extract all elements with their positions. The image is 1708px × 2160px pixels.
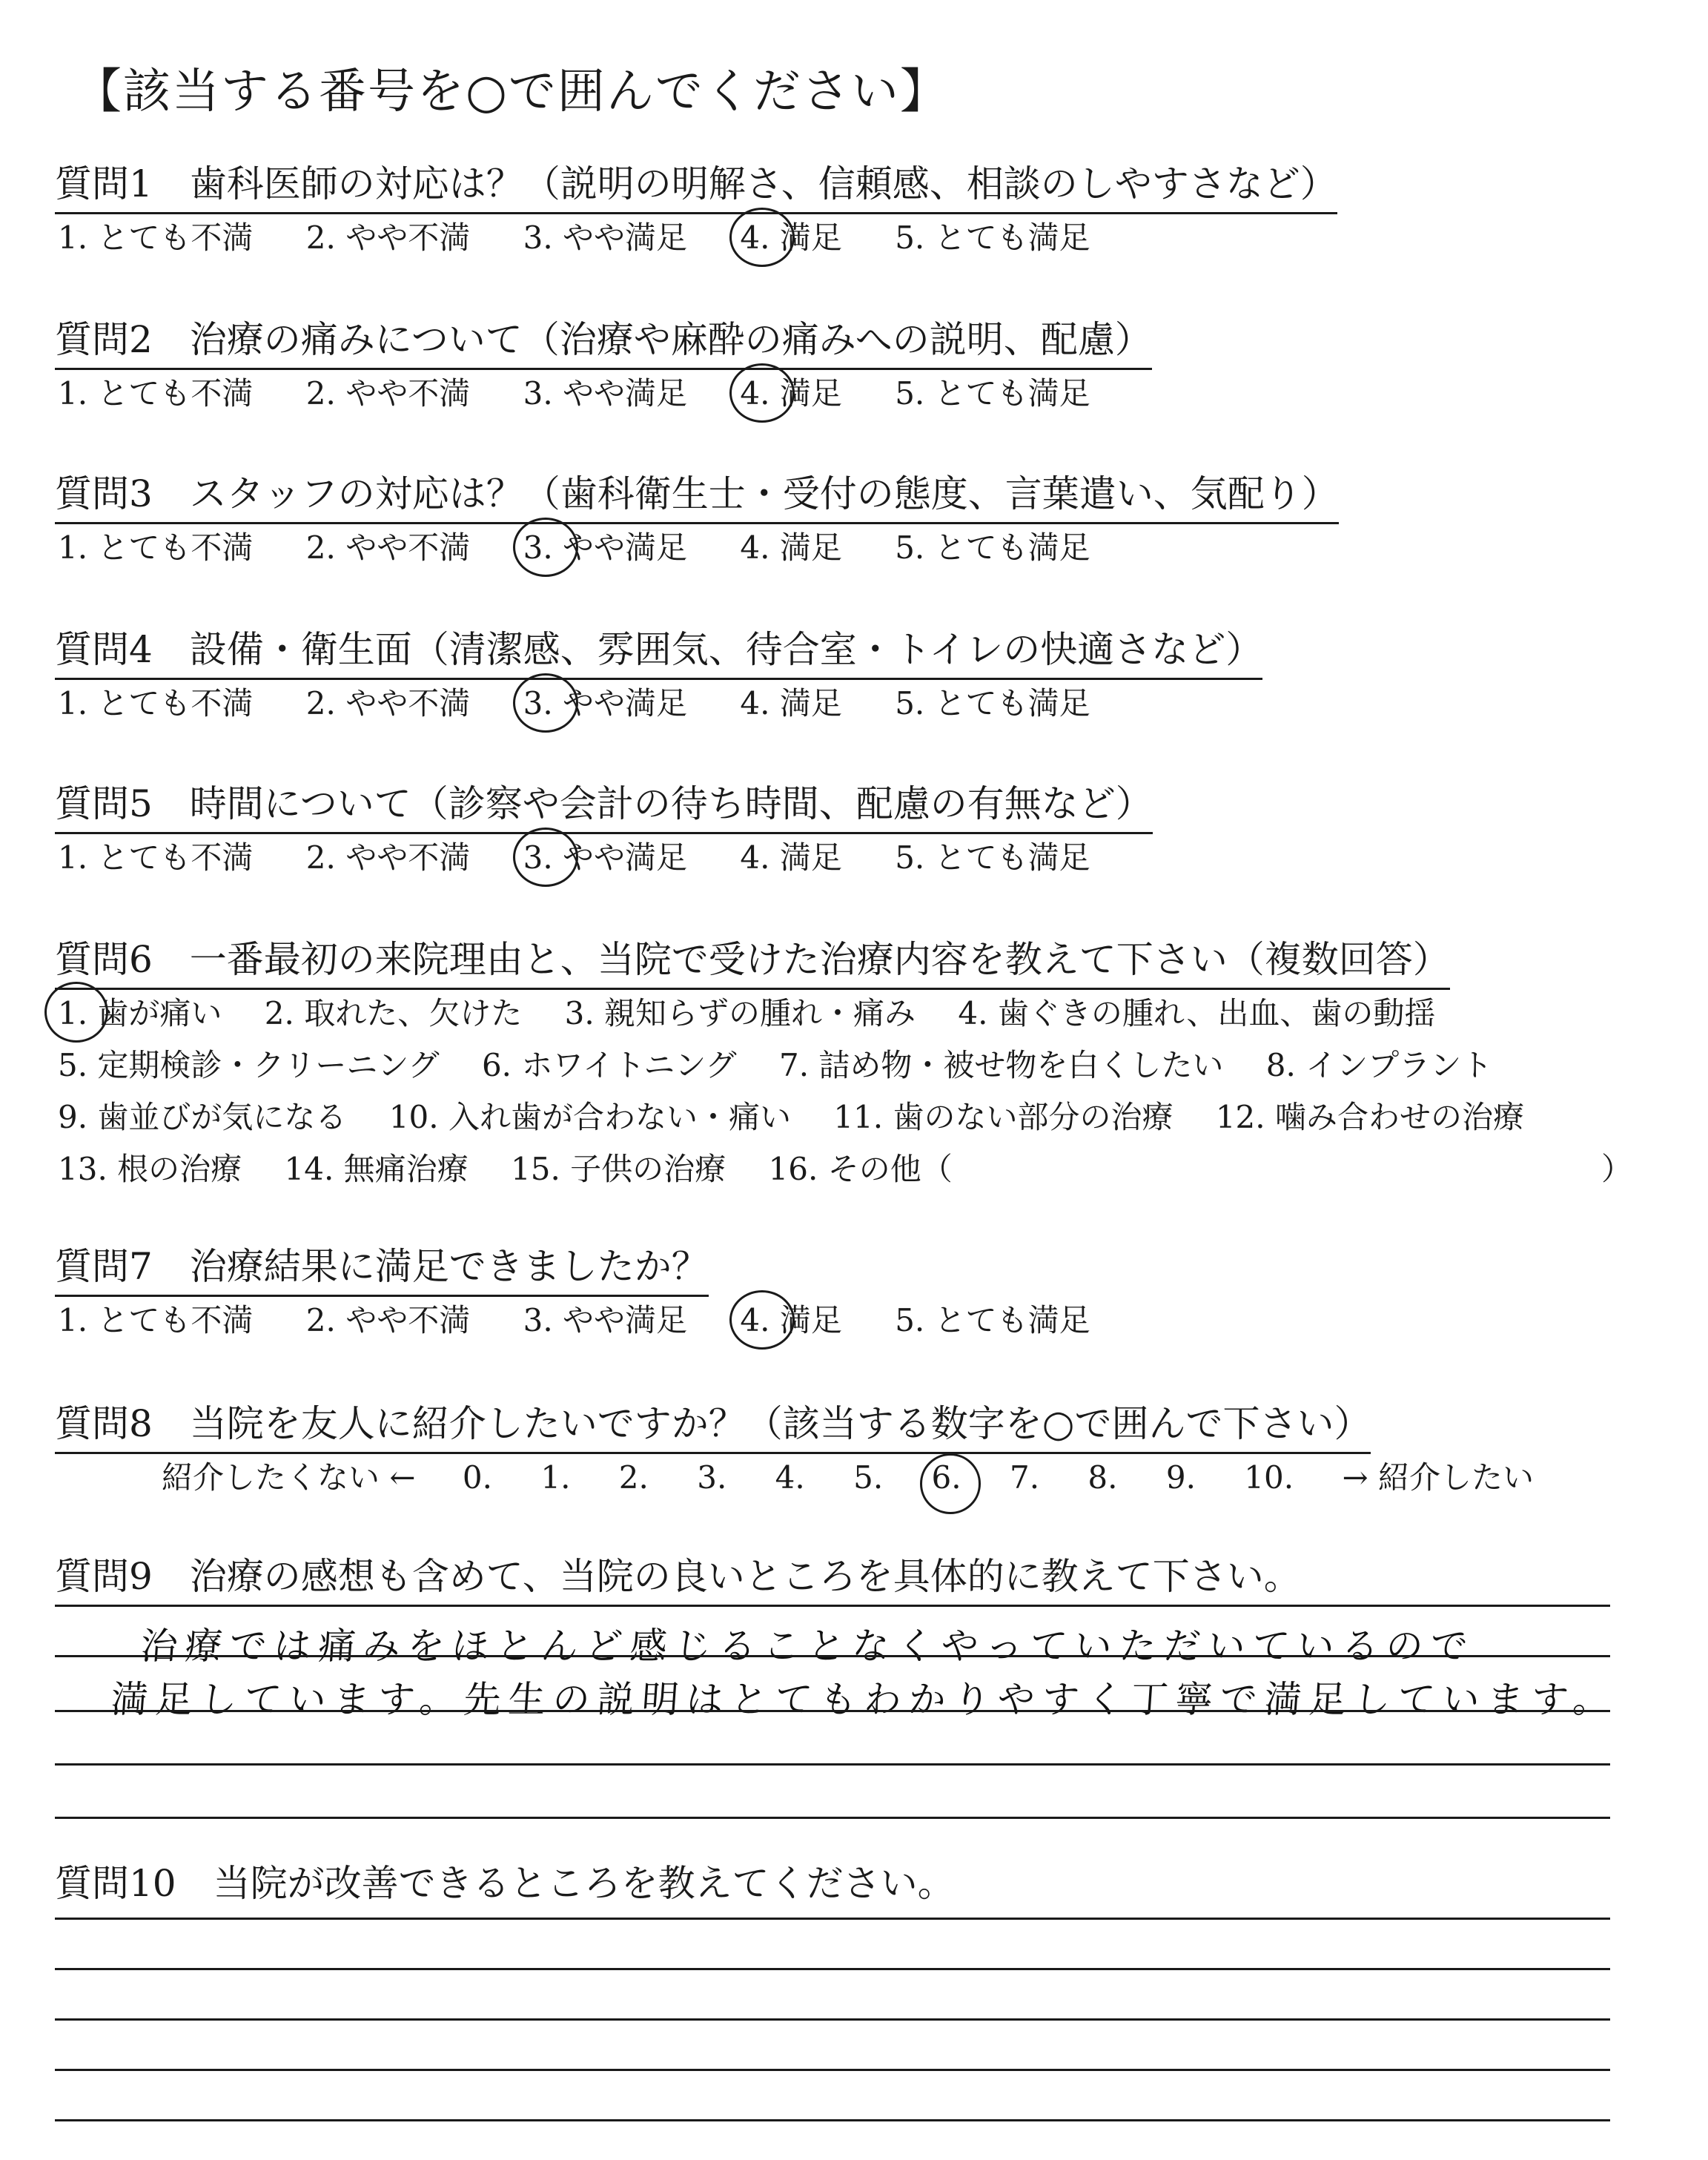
- q4-option-4[interactable]: 4. 満足: [740, 685, 842, 721]
- q8-number-9[interactable]: 9.: [1165, 1459, 1196, 1496]
- q9-answer-line-5: [55, 1817, 1610, 1819]
- q4-option-5[interactable]: 5. とても満足: [895, 685, 1090, 721]
- q6-option-5[interactable]: 5. 定期検診・クリーニング: [58, 1047, 440, 1083]
- question-10-label: 質問10 当院が改善できるところを教えてください。: [55, 1862, 955, 1905]
- q8-number-6-selected[interactable]: 6.: [931, 1459, 961, 1496]
- q5-option-2[interactable]: 2. やや不満: [305, 839, 471, 876]
- q1-option-3[interactable]: 3. やや満足: [523, 219, 688, 256]
- q8-number-10[interactable]: 10.: [1244, 1459, 1294, 1496]
- q6-row-2: [58, 1041, 1525, 1086]
- q8-left-label: 紹介したくない ←: [162, 1459, 416, 1496]
- q5-option-1[interactable]: 1. とても不満: [58, 839, 254, 876]
- q8-scale: [162, 1453, 1534, 1498]
- q6-row-1: [58, 989, 1468, 1034]
- q6-option-12[interactable]: 12. 噛み合わせの治療: [1215, 1099, 1524, 1135]
- q6-option-13[interactable]: 13. 根の治療: [58, 1151, 242, 1187]
- question-1-label: 質問1 歯科医師の対応は？（説明の明解さ、信頼感、相談のしやすさなど）: [55, 154, 1337, 214]
- q6-option-6[interactable]: 6. ホワイトニング: [481, 1047, 737, 1083]
- q10-answer-line-5[interactable]: [55, 2119, 1610, 2121]
- question-9-label: 質問9 治療の感想も含めて、当院の良いところを具体的に教えて下さい。: [55, 1555, 1301, 1598]
- question-4-options: [58, 679, 1133, 724]
- q4-option-1[interactable]: 1. とても不満: [58, 685, 254, 721]
- q8-number-2[interactable]: 2.: [618, 1459, 649, 1496]
- q3-option-4[interactable]: 4. 満足: [740, 529, 842, 566]
- question-2-options: [58, 369, 1133, 414]
- q8-right-label: → 紹介したい: [1342, 1459, 1534, 1496]
- question-2-label: 質問2 治療の痛みについて（治療や麻酔の痛みへの説明、配慮）: [55, 310, 1152, 370]
- q9-answer-line-2: [55, 1655, 1610, 1657]
- q6-option-1-selected[interactable]: 1. 歯が痛い: [58, 989, 222, 1034]
- q9-answer-line-4: [55, 1763, 1610, 1766]
- q1-option-1[interactable]: 1. とても不満: [58, 219, 254, 256]
- question-7-label: 質問7 治療結果に満足できましたか？: [55, 1237, 709, 1297]
- question-7-options: [58, 1296, 1133, 1341]
- form-title: 【該当する番号を○で囲んでください】: [74, 65, 949, 119]
- q8-number-8[interactable]: 8.: [1088, 1459, 1118, 1496]
- q3-option-3-selected[interactable]: 3. やや満足: [523, 524, 687, 568]
- q6-option-2[interactable]: 2. 取れた、欠けた: [264, 995, 523, 1031]
- q6-option-11[interactable]: 11. 歯のない部分の治療: [833, 1099, 1174, 1135]
- q10-answer-line-3[interactable]: [55, 2018, 1610, 2021]
- question-5-label: 質問5 時間について（診察や会計の待ち時間、配慮の有無など）: [55, 774, 1153, 834]
- q6-option-9[interactable]: 9. 歯並びが気になる: [58, 1099, 347, 1135]
- question-6-label: 質問6 一番最初の来院理由と、当院で受けた治療内容を教えて下さい（複数回答）: [55, 930, 1450, 990]
- q2-option-3[interactable]: 3. やや満足: [523, 375, 688, 412]
- q6-row-4: [58, 1145, 985, 1189]
- q6-other-close-paren: ）: [1601, 1151, 1633, 1187]
- q6-option-10[interactable]: 10. 入れ歯が合わない・痛い: [388, 1099, 791, 1135]
- q1-option-4-selected[interactable]: 4. 満足: [740, 214, 841, 258]
- q7-option-3[interactable]: 3. やや満足: [523, 1302, 688, 1338]
- q2-option-1[interactable]: 1. とても不満: [58, 375, 254, 412]
- q6-option-3[interactable]: 3. 親知らずの腫れ・痛み: [564, 995, 916, 1031]
- question-1-options: [58, 214, 1133, 258]
- q8-number-4[interactable]: 4.: [775, 1459, 805, 1496]
- q6-option-15[interactable]: 15. 子供の治療: [511, 1151, 726, 1187]
- q6-option-7[interactable]: 7. 詰め物・被せ物を白くしたい: [778, 1047, 1224, 1083]
- q9-answer-line-3: [55, 1710, 1610, 1712]
- q7-option-1[interactable]: 1. とても不満: [58, 1302, 254, 1338]
- q10-answer-line-1[interactable]: [55, 1918, 1610, 1920]
- q9-handwritten-answer-line-2[interactable]: 満足しています。先生の説明はとてもわかりやすく丁寧で満足しています。: [109, 1678, 1619, 1721]
- q1-option-2[interactable]: 2. やや不満: [305, 219, 471, 256]
- q8-number-0[interactable]: 0.: [462, 1459, 492, 1496]
- q6-row-3: [58, 1093, 1557, 1137]
- q2-option-4-selected[interactable]: 4. 満足: [740, 369, 841, 414]
- q7-option-5[interactable]: 5. とても満足: [895, 1302, 1090, 1338]
- q3-option-1[interactable]: 1. とても不満: [58, 529, 254, 566]
- question-8-label: 質問8 当院を友人に紹介したいですか？（該当する数字を○で囲んで下さい）: [55, 1394, 1371, 1454]
- q7-option-2[interactable]: 2. やや不満: [305, 1302, 471, 1338]
- question-5-options: [58, 833, 1133, 878]
- q6-option-4[interactable]: 4. 歯ぐきの腫れ、出血、歯の動揺: [958, 995, 1436, 1031]
- q6-option-8[interactable]: 8. インプラント: [1265, 1047, 1493, 1083]
- q3-option-2[interactable]: 2. やや不満: [305, 529, 471, 566]
- q2-option-2[interactable]: 2. やや不満: [305, 375, 471, 412]
- q6-option-14[interactable]: 14. 無痛治療: [284, 1151, 469, 1187]
- q8-number-7[interactable]: 7.: [1009, 1459, 1040, 1496]
- q4-option-3-selected[interactable]: 3. やや満足: [523, 679, 687, 724]
- q2-option-5[interactable]: 5. とても満足: [895, 375, 1090, 412]
- q4-option-2[interactable]: 2. やや不満: [305, 685, 471, 721]
- question-3-label: 質問3 スタッフの対応は？（歯科衛生士・受付の態度、言葉遣い、気配り）: [55, 464, 1339, 524]
- q6-option-16[interactable]: 16. その他（: [768, 1151, 953, 1187]
- q5-option-3-selected[interactable]: 3. やや満足: [523, 833, 687, 878]
- q9-handwritten-answer-line-1[interactable]: 治療では痛みをほとんど感じることなくやっていただいているので: [139, 1625, 1477, 1668]
- question-3-options: [58, 524, 1133, 568]
- q1-option-5[interactable]: 5. とても満足: [895, 219, 1090, 256]
- q10-answer-line-2[interactable]: [55, 1968, 1610, 1970]
- q8-number-5[interactable]: 5.: [853, 1459, 884, 1496]
- q5-option-4[interactable]: 4. 満足: [740, 839, 842, 876]
- q3-option-5[interactable]: 5. とても満足: [895, 529, 1090, 566]
- q10-answer-line-4[interactable]: [55, 2069, 1610, 2071]
- q9-answer-line-1: [55, 1605, 1610, 1607]
- q8-number-3[interactable]: 3.: [697, 1459, 727, 1496]
- q5-option-5[interactable]: 5. とても満足: [895, 839, 1090, 876]
- question-4-label: 質問4 設備・衛生面（清潔感、雰囲気、待合室・トイレの快適さなど）: [55, 620, 1262, 680]
- q7-option-4-selected[interactable]: 4. 満足: [740, 1296, 841, 1341]
- q8-number-1[interactable]: 1.: [540, 1459, 571, 1496]
